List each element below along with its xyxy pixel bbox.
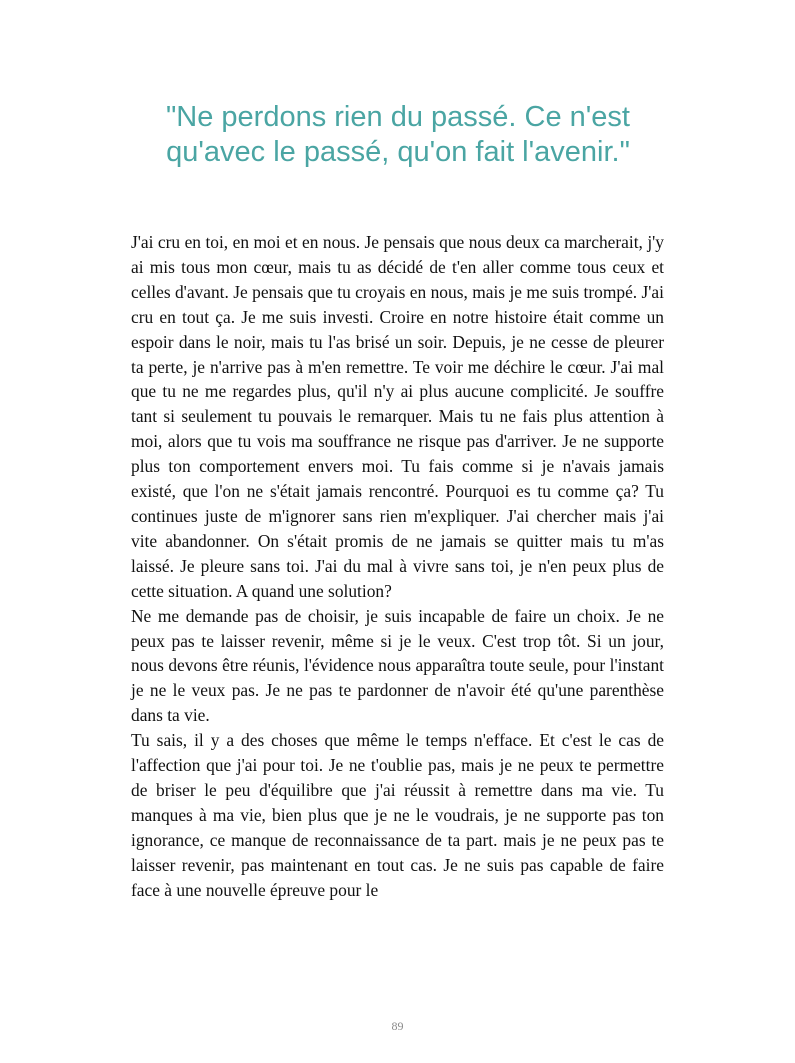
- quote-title: "Ne perdons rien du passé. Ce n'est qu'avec le passé, qu'on fait l'avenir.": [166, 101, 630, 168]
- paragraph: J'ai cru en toi, en moi et en nous. Je pensais que nous deux ca marcherait, j'y ai mis tous mon cœur, mais tu as décidé de t'en aller comme tous ceux et celles d'avant. Je pensais que tu croyais en nous, mais je me suis trompé. J'ai cru en tout ça. Je me suis investi. Croire en notre histoire était comme un espoir dans le noir, mais tu l'as brisé un soir. Depuis, je ne cesse de pleurer ta perte, je n'arrive pas à m'en remettre. Te voir me déchire le cœur. J'ai mal que tu ne me regardes plus, qu'il n'y ai plus aucune complicité. Je souffre tant si seulement tu pouvais le remarquer. Mais tu ne fais plus attention à moi, alors que tu vois ma souffrance ne risque pas d'arriver. Je ne supporte plus ton comportement envers moi. Tu fais comme si je n'avais jamais existé, que l'on ne s'était jamais rencontré. Pourquoi es tu comme ça? Tu continues juste de m'ignorer sans rien m'expliquer. J'ai chercher mais j'ai vite abandonner. On s'était promis de ne jamais se quitter mais tu m'as laissé. Je pleure sans toi. J'ai du mal à vivre sans toi, je n'en peux plus de cette situation. A quand une solution?: [131, 232, 664, 601]
- paragraph: Tu sais, il y a des choses que même le temps n'efface. Et c'est le cas de l'affection que j'ai pour toi. Je ne t'oublie pas, mais je ne peux te permettre de briser le peu d'équilibre que j'ai réussit à remettre dans ma vie. Tu manques à ma vie, bien plus que je ne le voudrais, je ne supporte pas ton ignorance, ce manque de reconnaissance de ta part. mais je ne peux pas te laisser revenir, pas maintenant en tout cas. Je ne suis pas capable de faire face à une nouvelle épreuve pour le: [131, 730, 664, 900]
- paragraph: Ne me demande pas de choisir, je suis incapable de faire un choix. Je ne peux pas te laisser revenir, même si je le veux. C'est trop tôt. Si un jour, nous devons être réunis, l'évidence nous apparaîtra toute seule, pour l'instant je ne le veux pas. Je ne pas te pardonner de n'avoir été qu'une parenthèse dans ta vie.: [131, 605, 664, 726]
- body-text: [131, 230, 664, 902]
- page-number: 89: [391, 1019, 404, 1033]
